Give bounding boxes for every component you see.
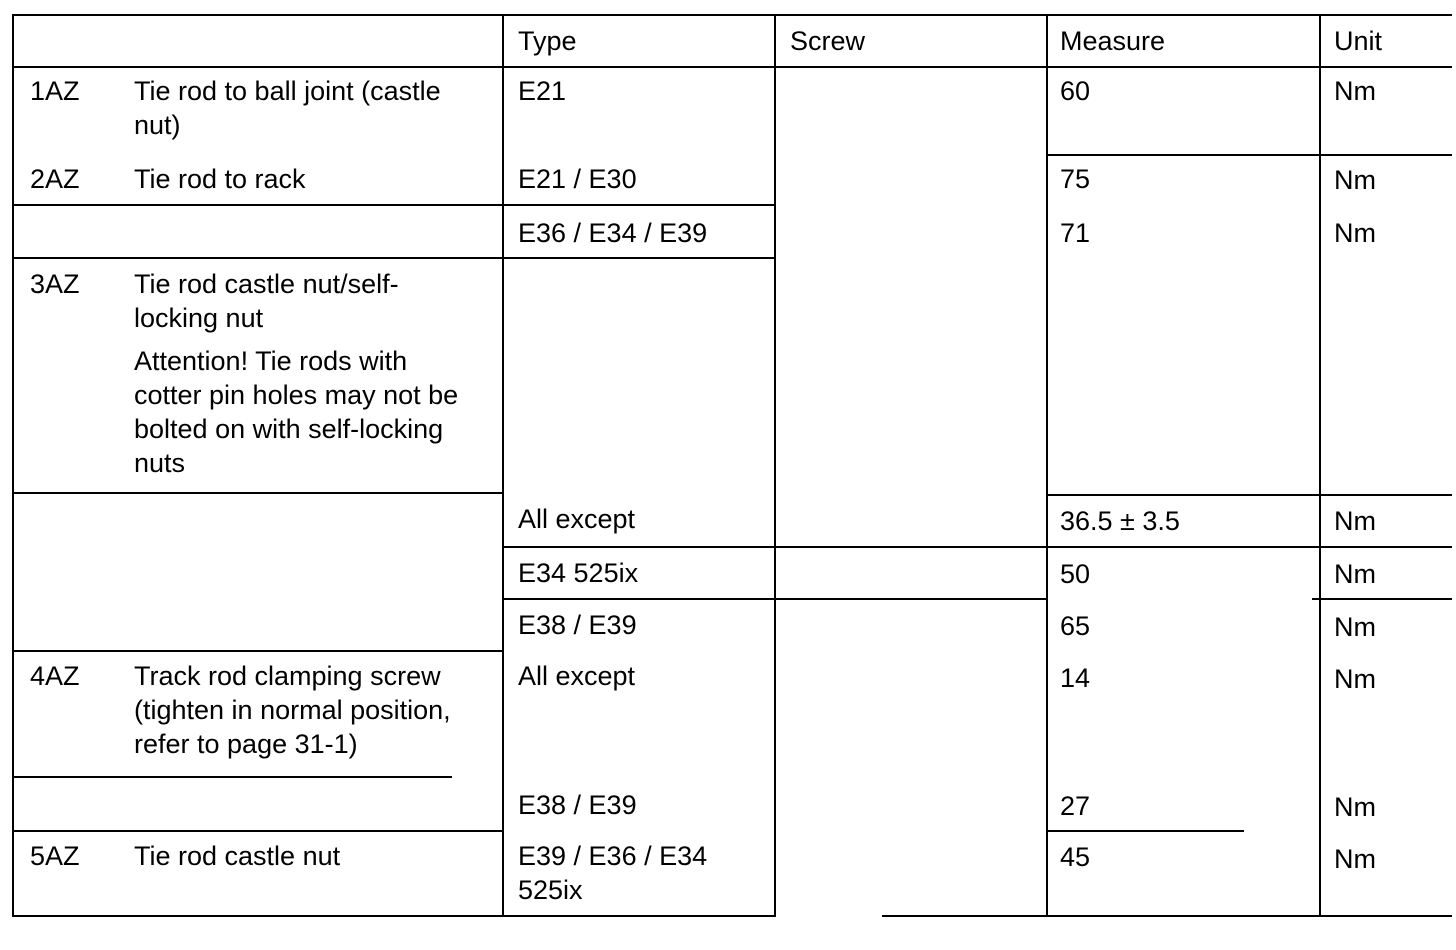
grid-line: [502, 546, 1452, 548]
row-measure: 60: [1060, 76, 1091, 106]
grid-line: [1048, 830, 1244, 832]
grid-line: [12, 257, 776, 259]
grid-line: [1312, 598, 1452, 600]
row-type: E21: [518, 76, 567, 106]
row-measure: 50: [1060, 559, 1091, 589]
row-unit: Nm: [1334, 612, 1376, 642]
header-screw: Screw: [790, 26, 866, 56]
row-type: E38 / E39: [518, 790, 637, 820]
torque-table: [12, 14, 1452, 917]
grid-line: [774, 14, 776, 917]
row-measure: 27: [1060, 791, 1091, 821]
row-type: E36 / E34 / E39: [518, 218, 708, 248]
grid-line: [12, 204, 776, 206]
grid-line: [12, 492, 502, 494]
row-unit: Nm: [1334, 76, 1376, 106]
row-code: 1AZ: [30, 76, 80, 106]
grid-line: [882, 915, 1452, 917]
row-description: Tie rod to ball joint (castle nut): [134, 76, 441, 140]
row-code: 5AZ: [30, 841, 80, 871]
row-unit: Nm: [1334, 844, 1376, 874]
row-description: Track rod clamping screw (tighten in normal position, refer to page 31-1): [134, 661, 451, 759]
row-unit: Nm: [1334, 165, 1376, 195]
row-type: E34 525ix: [518, 558, 639, 588]
grid-line: [1319, 14, 1321, 917]
grid-line: [1046, 14, 1048, 917]
row-unit: Nm: [1334, 664, 1376, 694]
grid-line: [502, 14, 504, 917]
row-code: 4AZ: [30, 661, 80, 691]
row-code: 2AZ: [30, 164, 80, 194]
row-type: All except: [518, 661, 636, 691]
row-note: Attention! Tie rods with cotter pin holes may not be bolted on with self-locking nuts: [134, 346, 459, 478]
grid-line: [12, 14, 1452, 16]
header-type: Type: [518, 26, 577, 56]
row-unit: Nm: [1334, 559, 1376, 589]
row-description: Tie rod castle nut/self-locking nut: [134, 269, 399, 333]
header-measure: Measure: [1060, 26, 1166, 56]
row-description: Tie rod castle nut: [134, 841, 341, 871]
row-measure: 65: [1060, 611, 1091, 641]
row-type: E38 / E39: [518, 610, 637, 640]
row-type: E21 / E30: [518, 164, 637, 194]
row-measure: 75: [1060, 164, 1091, 194]
grid-line: [1048, 494, 1452, 496]
header-unit: Unit: [1334, 26, 1383, 56]
row-type: All except: [518, 504, 636, 534]
row-measure: 14: [1060, 663, 1091, 693]
row-type: E39 / E36 / E34 525ix: [518, 841, 708, 905]
grid-line: [1048, 154, 1452, 156]
row-unit: Nm: [1334, 792, 1376, 822]
grid-line: [12, 830, 502, 832]
row-unit: Nm: [1334, 506, 1376, 536]
grid-line: [12, 915, 776, 917]
row-unit: Nm: [1334, 218, 1376, 248]
row-description: Tie rod to rack: [134, 164, 306, 194]
grid-line: [12, 776, 452, 778]
row-measure: 36.5 ± 3.5: [1060, 506, 1180, 536]
grid-line: [12, 14, 14, 917]
row-code: 3AZ: [30, 269, 80, 299]
grid-line: [12, 650, 502, 652]
row-measure: 71: [1060, 218, 1091, 248]
row-measure: 45: [1060, 842, 1091, 872]
grid-line: [12, 66, 1452, 68]
